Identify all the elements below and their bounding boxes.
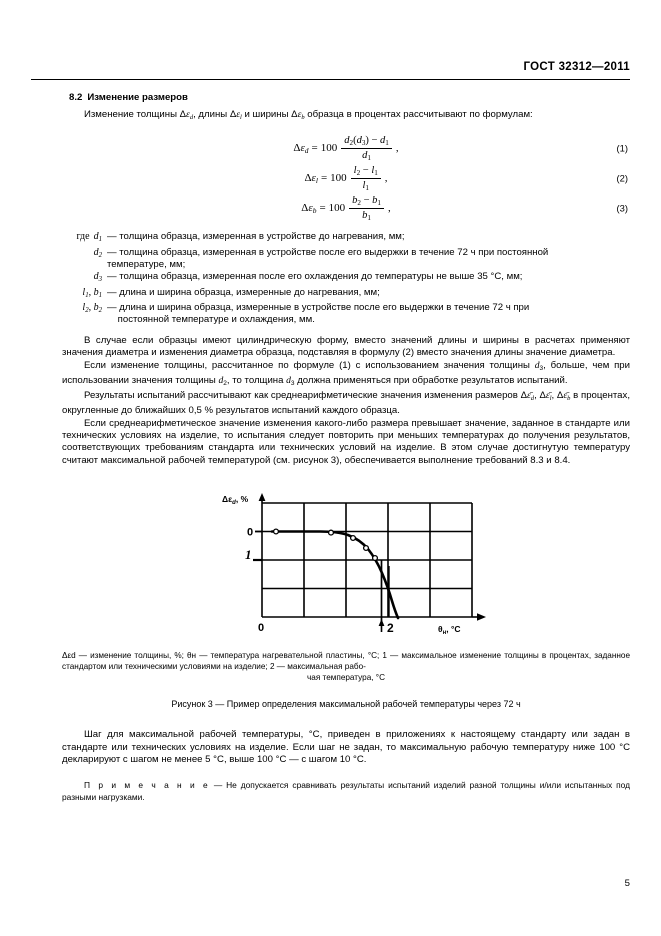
closing-paragraphs bbox=[62, 729, 630, 766]
definition-symbol: $d_3$ bbox=[93, 271, 102, 284]
section-number: 8.2 bbox=[69, 92, 83, 103]
chart-svg bbox=[220, 489, 496, 637]
body-paragraphs bbox=[62, 335, 630, 468]
definition-symbol: $d_2$ bbox=[93, 246, 102, 259]
y-axis-arrow bbox=[259, 493, 266, 503]
definition-text: — толщина образца, измеренная после его охлаждения до температуры не выше 35 °С, мм; bbox=[107, 271, 523, 283]
definition-text: — длина и ширина образца, измеренные до нагревания, мм; bbox=[107, 286, 380, 298]
formula-block bbox=[62, 133, 630, 223]
y-tick-label-zero: 0 bbox=[247, 526, 254, 539]
y-axis-title: $\Delta\varepsilon_d$, % bbox=[222, 494, 249, 507]
section-intro-paragraph: Изменение толщины $\Delta\varepsilon_d$, длины $\Delta\varepsilon_l$ и ширины $\Delta\varepsilon_b$ образца в процентах рассчитывают по формулам: bbox=[84, 109, 533, 121]
marker-2-arrow bbox=[379, 619, 385, 632]
formula-row-1 bbox=[62, 133, 630, 163]
definition-text: — толщина образца, измеренная в устройстве после его выдержки в течение 72 ч при постоянной температуре, мм; bbox=[107, 246, 549, 270]
curve-thickness-change bbox=[272, 532, 398, 619]
definition-symbol: где $d_1$ bbox=[76, 231, 102, 244]
page-header-standard: ГОСТ 32312—2011 bbox=[523, 61, 630, 73]
note-dash: — bbox=[213, 780, 223, 791]
figure-caption: Рисунок 3 — Пример определения максимальной рабочей температуры через 72 ч bbox=[171, 699, 521, 710]
y-annotation-label-1: 1 bbox=[245, 547, 252, 563]
section-heading bbox=[69, 92, 630, 103]
formula-number-1: (1) bbox=[616, 142, 628, 154]
header-divider bbox=[31, 79, 630, 80]
x-annotation-label-2: 2 bbox=[387, 621, 394, 636]
paragraph-average-results: Результаты испытаний рассчитывают как среднеарифметические значения изменения размеров $\Delta\varepsilon̄_d$, $\Delta\varepsilon̄_l$, $\Delta\varepsilon̄_b$ в процентах, округленные до ближайших 0,5 % результатов испытаний каждого образца. bbox=[62, 389, 630, 417]
x-axis-title: $\theta_н$, °С bbox=[438, 624, 461, 637]
figure-legend-line-3: чая температура, °С bbox=[307, 673, 385, 683]
definition-lead-word: где bbox=[76, 231, 90, 243]
data-point-markers bbox=[274, 529, 378, 560]
definition-item bbox=[62, 271, 630, 286]
definition-item bbox=[62, 287, 630, 302]
formula-row-2 bbox=[62, 163, 630, 193]
x-axis-arrow bbox=[472, 613, 486, 621]
page-number: 5 bbox=[624, 878, 630, 889]
figure-legend-line-1: Δεd — изменение толщины, %; θн — температура нагревательной пластины, °С; 1 — максимальное изменение bbox=[62, 651, 502, 661]
x-tick-label-zero: 0 bbox=[258, 622, 265, 635]
formula-1-expression: $\Delta\varepsilon_d$ = 100 $\frac{d_2(d_3) - d_1}{d_1}$ , bbox=[293, 134, 399, 162]
formula-2-expression: $\Delta\varepsilon_l$ = 100 $\frac{l_2 - l_1}{l_1}$ , bbox=[304, 164, 388, 192]
note-block bbox=[62, 780, 630, 803]
definition-item bbox=[62, 247, 630, 272]
formula-number-3: (3) bbox=[616, 202, 628, 214]
note-label: П р и м е ч а н и е bbox=[84, 780, 210, 791]
definition-symbol: $l_2$, $b_2$ bbox=[82, 301, 102, 314]
definition-item bbox=[62, 302, 630, 327]
chart-max-working-temperature bbox=[220, 489, 496, 637]
symbol-definition-list bbox=[62, 231, 630, 327]
definition-symbol: $l_1$, $b_1$ bbox=[82, 286, 102, 299]
formula-number-2: (2) bbox=[616, 172, 628, 184]
paragraph-retest-rule: Если среднеарифметическое значение изменения какого-либо размера превышает значение, заданное в стандарте или технических условиях на изделие, то испытания следует повторить при меньших температурах до получения результатов, соответствующих требованиям стандарта или технических условий на изделие. В этом случае достигнутую температуру считают максимальной рабочей температурой (см. рисунок 3), обеспечивается выполнение требований 8.3 и 8.4. bbox=[62, 417, 630, 466]
paragraph-temperature-step: Шаг для максимальной рабочей температуры, °С, приведен в приложениях к настоящему стандарту или задан в стандарте или технических условиях на изделие. Если шаг не задан, то максимальную рабочую температуру ниже 100 °С декларируют с шагом не менее 5 °С, выше 100 °С — с шагом 10 °С. bbox=[62, 729, 630, 766]
formula-row-3 bbox=[62, 193, 630, 223]
figure-legend bbox=[62, 650, 630, 683]
definition-text: — длина и ширина образца, измеренные в устройстве после его выдержки в течение 72 ч при постоянной температуре и охлаждения, мм. bbox=[107, 301, 530, 326]
section-title: Изменение размеров bbox=[87, 92, 188, 103]
definition-text: — толщина образца, измеренная в устройстве до нагревания, мм; bbox=[107, 231, 405, 243]
definition-item bbox=[62, 231, 630, 246]
chart-gridlines bbox=[262, 503, 472, 617]
note-text: Не допускается сравнивать результаты испытаний изделий разной толщины и/или испытанных под разными нагрузками. bbox=[62, 780, 631, 802]
paragraph-cylindrical: В случае если образцы имеют цилиндрическую форму, вместо значений длины и ширины в расчетах применяют значения диаметра и изменения диаметра образца, подставляя в формулу (2) вместо значения длины значение диаметра. bbox=[62, 334, 630, 359]
figure-legend-line-2: толщины в процентах, заданное стандартом или техническими условиями на изделие; 2 — максимальная рабо- bbox=[62, 651, 631, 672]
page-content bbox=[62, 92, 630, 803]
formula-3-expression: $\Delta\varepsilon_b$ = 100 $\frac{b_2 - b_1}{b_1}$ , bbox=[301, 194, 391, 222]
figure-3 bbox=[62, 481, 630, 646]
paragraph-thickness-rule: Если изменение толщины, рассчитанное по формуле (1) с использованием значения толщины $d_3$, больше, чем при использовании значения толщины $d_2$, то толщина $d_3$ должна применяться при обработке результатов испытаний. bbox=[62, 359, 630, 387]
